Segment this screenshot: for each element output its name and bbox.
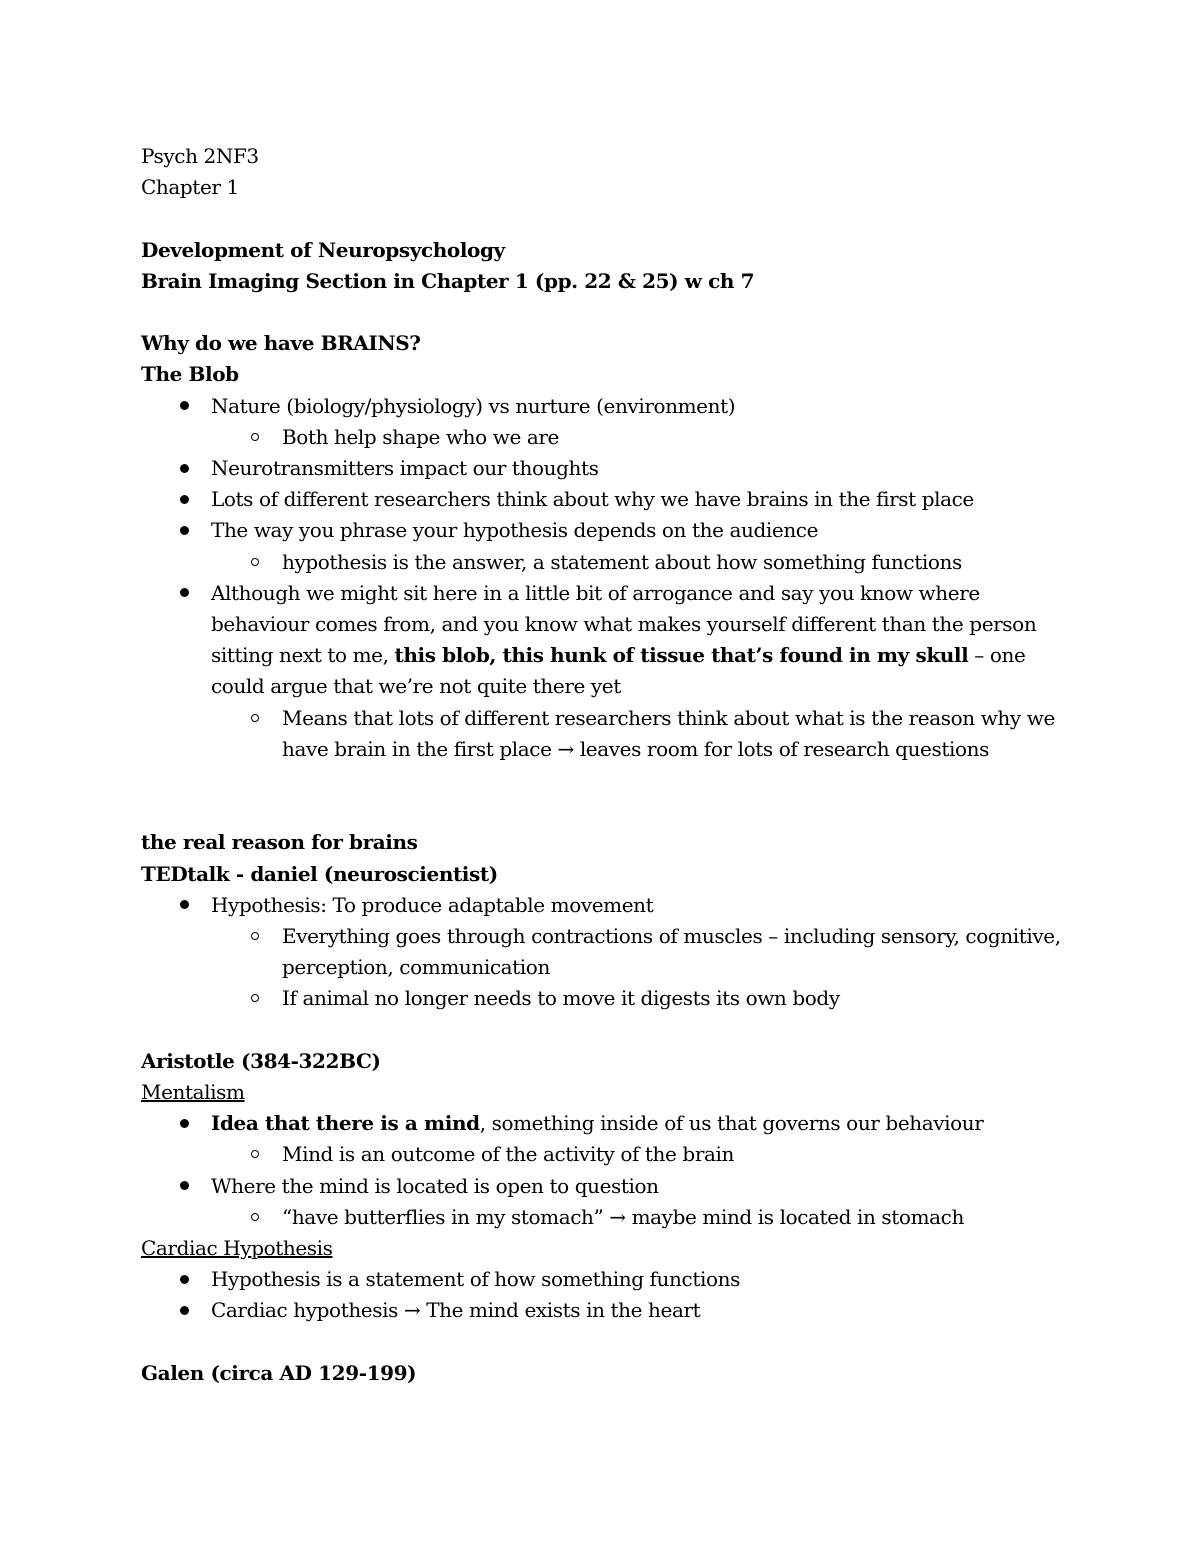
section-heading-development: Development of Neuropsychology: [141, 237, 505, 262]
list-item: hypothesis is the answer, a statement about how something functions: [141, 547, 1100, 578]
bullet-list-tedtalk: [141, 890, 1100, 1015]
list-item: The way you phrase your hypothesis depends on the audience: [141, 515, 1100, 546]
bullet-dot-icon: [174, 1264, 194, 1295]
bullet-dot-icon: [174, 1108, 194, 1139]
bullet-dot-icon: [174, 890, 194, 921]
bullet-circle-icon: [245, 921, 265, 952]
section-heading-aristotle: Aristotle (384-322BC): [141, 1048, 381, 1073]
bullet-dot-icon: [174, 453, 194, 484]
list-item: “have butterflies in my stomach” → maybe mind is located in stomach: [141, 1202, 1100, 1233]
list-item: Mind is an outcome of the activity of the brain: [141, 1139, 1100, 1170]
list-item: Neurotransmitters impact our thoughts: [141, 453, 1100, 484]
bullet-dot-icon: [174, 578, 194, 609]
bullet-list-mentalism: [141, 1108, 1100, 1233]
bullet-dot-icon: [174, 1295, 194, 1326]
bullet-dot-icon: [174, 1171, 194, 1202]
chapter-label: Chapter 1: [141, 175, 239, 200]
bullet-circle-icon: [245, 703, 265, 734]
section-subheading-brain-imaging: Brain Imaging Section in Chapter 1 (pp. 22 & 25) w ch 7: [141, 268, 755, 293]
list-item: Although we might sit here in a little bit of arrogance and say you know where behaviour comes from, and you know what makes yourself different than the person sitting next to me, this blob, this hunk of tissue that’s found in my skull – one could argue that we’re not quite there yet: [141, 578, 1100, 703]
list-item: Lots of different researchers think about why we have brains in the first place: [141, 484, 1100, 515]
bullet-circle-icon: [245, 1202, 265, 1233]
bullet-list-the-blob: [141, 391, 1100, 765]
list-item: If animal no longer needs to move it digests its own body: [141, 983, 1100, 1014]
bullet-circle-icon: [245, 422, 265, 453]
section-heading-real-reason: the real reason for brains: [141, 830, 418, 855]
bullet-dot-icon: [174, 484, 194, 515]
list-item: Where the mind is located is open to question: [141, 1171, 1100, 1202]
section-subheading-the-blob: The Blob: [141, 362, 239, 387]
section-subheading-tedtalk: TEDtalk - daniel (neuroscientist): [141, 861, 498, 886]
list-item: Hypothesis: To produce adaptable movement: [141, 890, 1100, 921]
bullet-circle-icon: [245, 547, 265, 578]
section-heading-why-brains: Why do we have BRAINS?: [141, 331, 421, 356]
list-item: Cardiac hypothesis → The mind exists in the heart: [141, 1295, 1100, 1326]
list-item: Everything goes through contractions of muscles – including sensory, cognitive, perception, communication: [141, 921, 1100, 983]
bullet-list-cardiac: [141, 1264, 1100, 1326]
subheading-cardiac-hypothesis: Cardiac Hypothesis: [141, 1236, 333, 1261]
bullet-circle-icon: [245, 983, 265, 1014]
list-item: Nature (biology/physiology) vs nurture (environment): [141, 391, 1100, 422]
list-item: Hypothesis is a statement of how something functions: [141, 1264, 1100, 1295]
list-item: Both help shape who we are: [141, 422, 1100, 453]
section-heading-galen: Galen (circa AD 129-199): [141, 1360, 417, 1385]
bullet-dot-icon: [174, 515, 194, 546]
bullet-dot-icon: [174, 391, 194, 422]
list-item: Means that lots of different researchers think about what is the reason why we have brain in the first place → leaves room for lots of research questions: [141, 703, 1100, 765]
subheading-mentalism: Mentalism: [141, 1080, 245, 1105]
list-item: Idea that there is a mind, something inside of us that governs our behaviour: [141, 1108, 1100, 1139]
course-code: Psych 2NF3: [141, 144, 259, 168]
bullet-circle-icon: [245, 1139, 265, 1170]
